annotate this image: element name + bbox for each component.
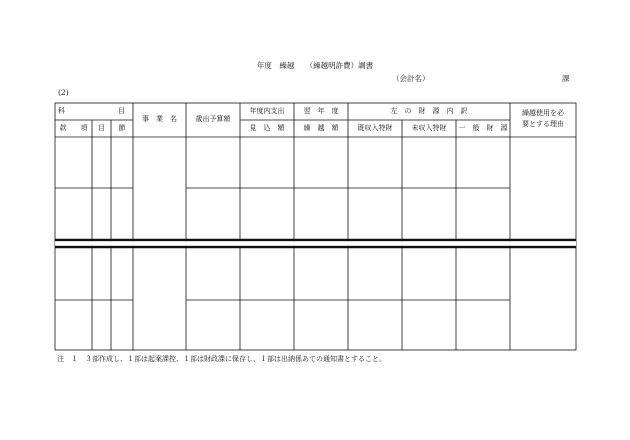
header-jigyou: 事 業 名 [142,115,177,123]
header-saishutsu: 歳出予算額 [195,115,231,123]
section-label: (2) [58,88,69,97]
header-kamoku-right: 目 [118,107,125,115]
header-reason-top: 繰越使用を必 [522,109,564,117]
footnote: 注 １ ３部作成し、１部は起案課控、１部は財政課に保存し、１部は出納係あての通知書とすること。 [57,355,386,363]
header-yoku-bottom: 繰 越 額 [303,124,339,132]
header-nendo-bottom: 見 込 額 [249,124,285,132]
header-nendo-top: 年度内支出 [249,107,285,115]
header-yoku-top: 翌 年 度 [303,107,339,115]
header-mishuu: 未収入特財 [411,124,447,132]
document-title: 年度 繰越 （繰越明許費）調書 [256,61,374,70]
department-label: （会計名） [392,74,430,83]
header-reason-bottom: 要とする理由 [522,120,564,128]
header-zaigen-title: 左 の 財 源 内 訳 [390,107,468,115]
header-kan-kou: 款 項 [59,124,88,132]
header-moku: 目 [98,124,105,132]
header-setsu: 節 [118,124,126,132]
ka-label: 課 [562,74,570,83]
header-kamoku-left: 科 [58,107,65,115]
header-ippan: 一 般 財 源 [458,124,508,132]
header-kishuu: 既収入特財 [357,124,393,132]
